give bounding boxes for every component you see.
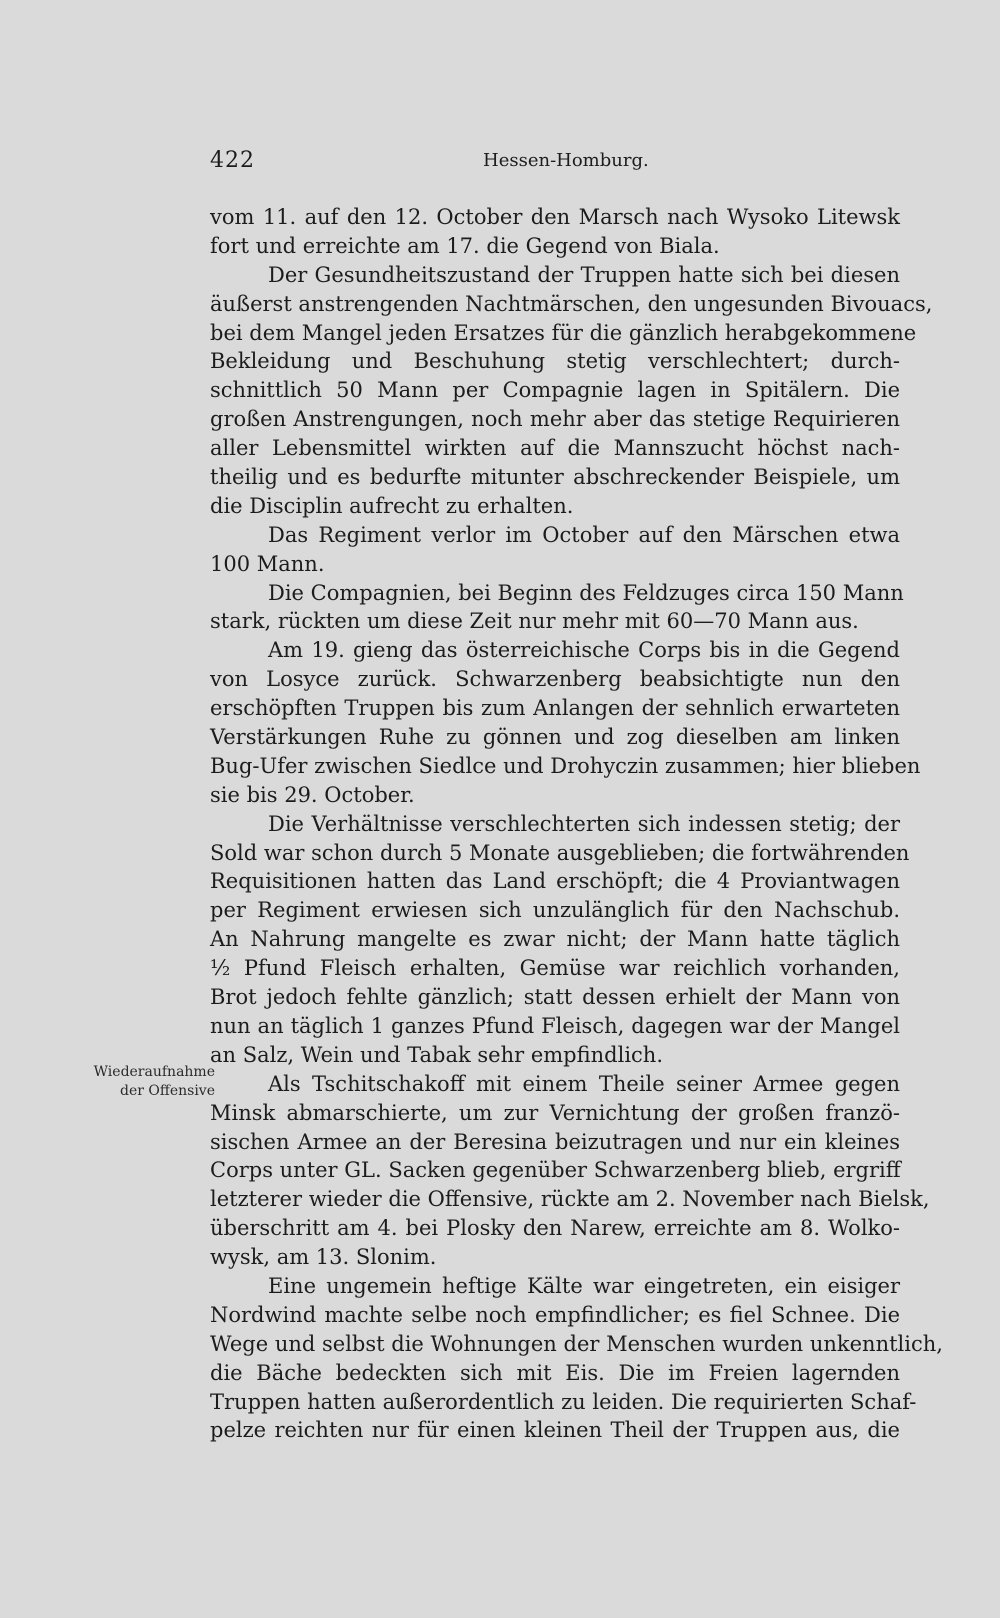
margin-note-line: Wiederaufnahme — [93, 1064, 215, 1080]
text-line: überschritt am 4. bei Plosky den Narew, erreichte am 8. Wolko- — [210, 1216, 900, 1241]
text-line: die Bäche bedeckten sich mit Eis. Die im Freien lagernden — [210, 1360, 900, 1385]
text-line: Als Tschitschakoff mit einem Theile seiner Armee gegen — [268, 1071, 900, 1096]
text-line: Die Compagnien, bei Beginn des Feldzuges circa 150 Mann — [268, 580, 904, 605]
text-line: Bug-Ufer zwischen Siedlce und Drohyczin zusammen; hier blieben — [210, 753, 921, 778]
text-line: Das Regiment verlor im October auf den Märschen etwa — [268, 522, 900, 547]
text-line: 100 Mann. — [210, 551, 325, 576]
text-line: äußerst anstrengenden Nachtmärschen, den ungesunden Bivouacs, — [210, 291, 933, 316]
text-line: aller Lebensmittel wirkten auf die Mannszucht höchst nach- — [210, 436, 900, 461]
text-line: vom 11. auf den 12. October den Marsch nach Wysoko Litewsk — [210, 205, 900, 229]
text-line: die Disciplin aufrecht zu erhalten. — [210, 493, 574, 518]
text-line: fort und erreichte am 17. die Gegend von Biala. — [210, 233, 720, 258]
text-line: Der Gesundheitszustand der Truppen hatte sich bei diesen — [268, 262, 900, 287]
text-line: Truppen hatten außerordentlich zu leiden. Die requirierten Schaf- — [210, 1389, 917, 1414]
text-line: stark, rückten um diese Zeit nur mehr mit 60—70 Mann aus. — [210, 609, 859, 634]
body-text — [210, 203, 943, 1445]
text-line: Bekleidung und Beschuhung stetig verschlechtert; durch- — [210, 349, 900, 374]
text-line: sischen Armee an der Beresina beizutragen und nur ein kleines — [210, 1129, 900, 1154]
text-line: bei dem Mangel jeden Ersatzes für die gänzlich herabgekommene — [210, 320, 917, 345]
text-line: an Salz, Wein und Tabak sehr empfindlich. — [210, 1042, 663, 1067]
text-line: ½ Pfund Fleisch erhalten, Gemüse war reichlich vorhanden, — [210, 956, 900, 981]
text-line: Wege und selbst die Wohnungen der Menschen wurden unkenntlich, — [210, 1331, 943, 1356]
text-line: Nordwind machte selbe noch empfindlicher; es fiel Schnee. Die — [210, 1302, 900, 1327]
text-line: schnittlich 50 Mann per Compagnie lagen in Spitälern. Die — [210, 378, 900, 403]
text-line: Am 19. gieng das österreichische Corps bis in die Gegend — [268, 638, 900, 663]
text-line: Minsk abmarschierte, um zur Vernichtung der großen franzö- — [210, 1100, 900, 1125]
text-line: Corps unter GL. Sacken gegenüber Schwarzenberg blieb, ergriff — [210, 1158, 901, 1183]
text-line: wysk, am 13. Slonim. — [210, 1245, 437, 1270]
text-line: sie bis 29. October. — [210, 782, 415, 807]
text-line: Sold war schon durch 5 Monate ausgeblieben; die fortwährenden — [210, 840, 910, 865]
text-line: Verstärkungen Ruhe zu gönnen und zog dieselben am linken — [210, 725, 900, 750]
text-line: per Regiment erwiesen sich unzulänglich für den Nachschub. — [210, 898, 900, 923]
text-line: Requisitionen hatten das Land erschöpft; die 4 Proviantwagen — [210, 869, 900, 894]
text-line: An Nahrung mangelte es zwar nicht; der Mann hatte täglich — [210, 927, 900, 952]
text-line: von Losyce zurück. Schwarzenberg beabsichtigte nun den — [210, 667, 900, 692]
margin-note — [90, 1063, 215, 1101]
text-line: Brot jedoch fehlte gänzlich; statt dessen erhielt der Mann von — [210, 985, 900, 1010]
text-line: Die Verhältnisse verschlechterten sich indessen stetig; der — [268, 811, 900, 836]
page-number: 422 — [210, 148, 255, 173]
text-line: theilig und es bedurfte mitunter abschreckender Beispiele, um — [210, 465, 900, 490]
text-line: Eine ungemein heftige Kälte war eingetreten, ein eisiger — [268, 1273, 900, 1298]
running-title: Hessen-Homburg. — [483, 150, 649, 171]
text-line: großen Anstrengungen, noch mehr aber das stetige Requirieren — [210, 407, 900, 432]
text-line: letzterer wieder die Offensive, rückte am 2. November nach Bielsk, — [210, 1187, 930, 1212]
text-line: nun an täglich 1 ganzes Pfund Fleisch, dagegen war der Mangel — [210, 1013, 900, 1038]
text-line: pelze reichten nur für einen kleinen Theil der Truppen aus, die — [210, 1418, 900, 1443]
margin-note-line: der Offensive — [120, 1083, 215, 1099]
text-line: erschöpften Truppen bis zum Anlangen der sehnlich erwarteten — [210, 696, 900, 721]
